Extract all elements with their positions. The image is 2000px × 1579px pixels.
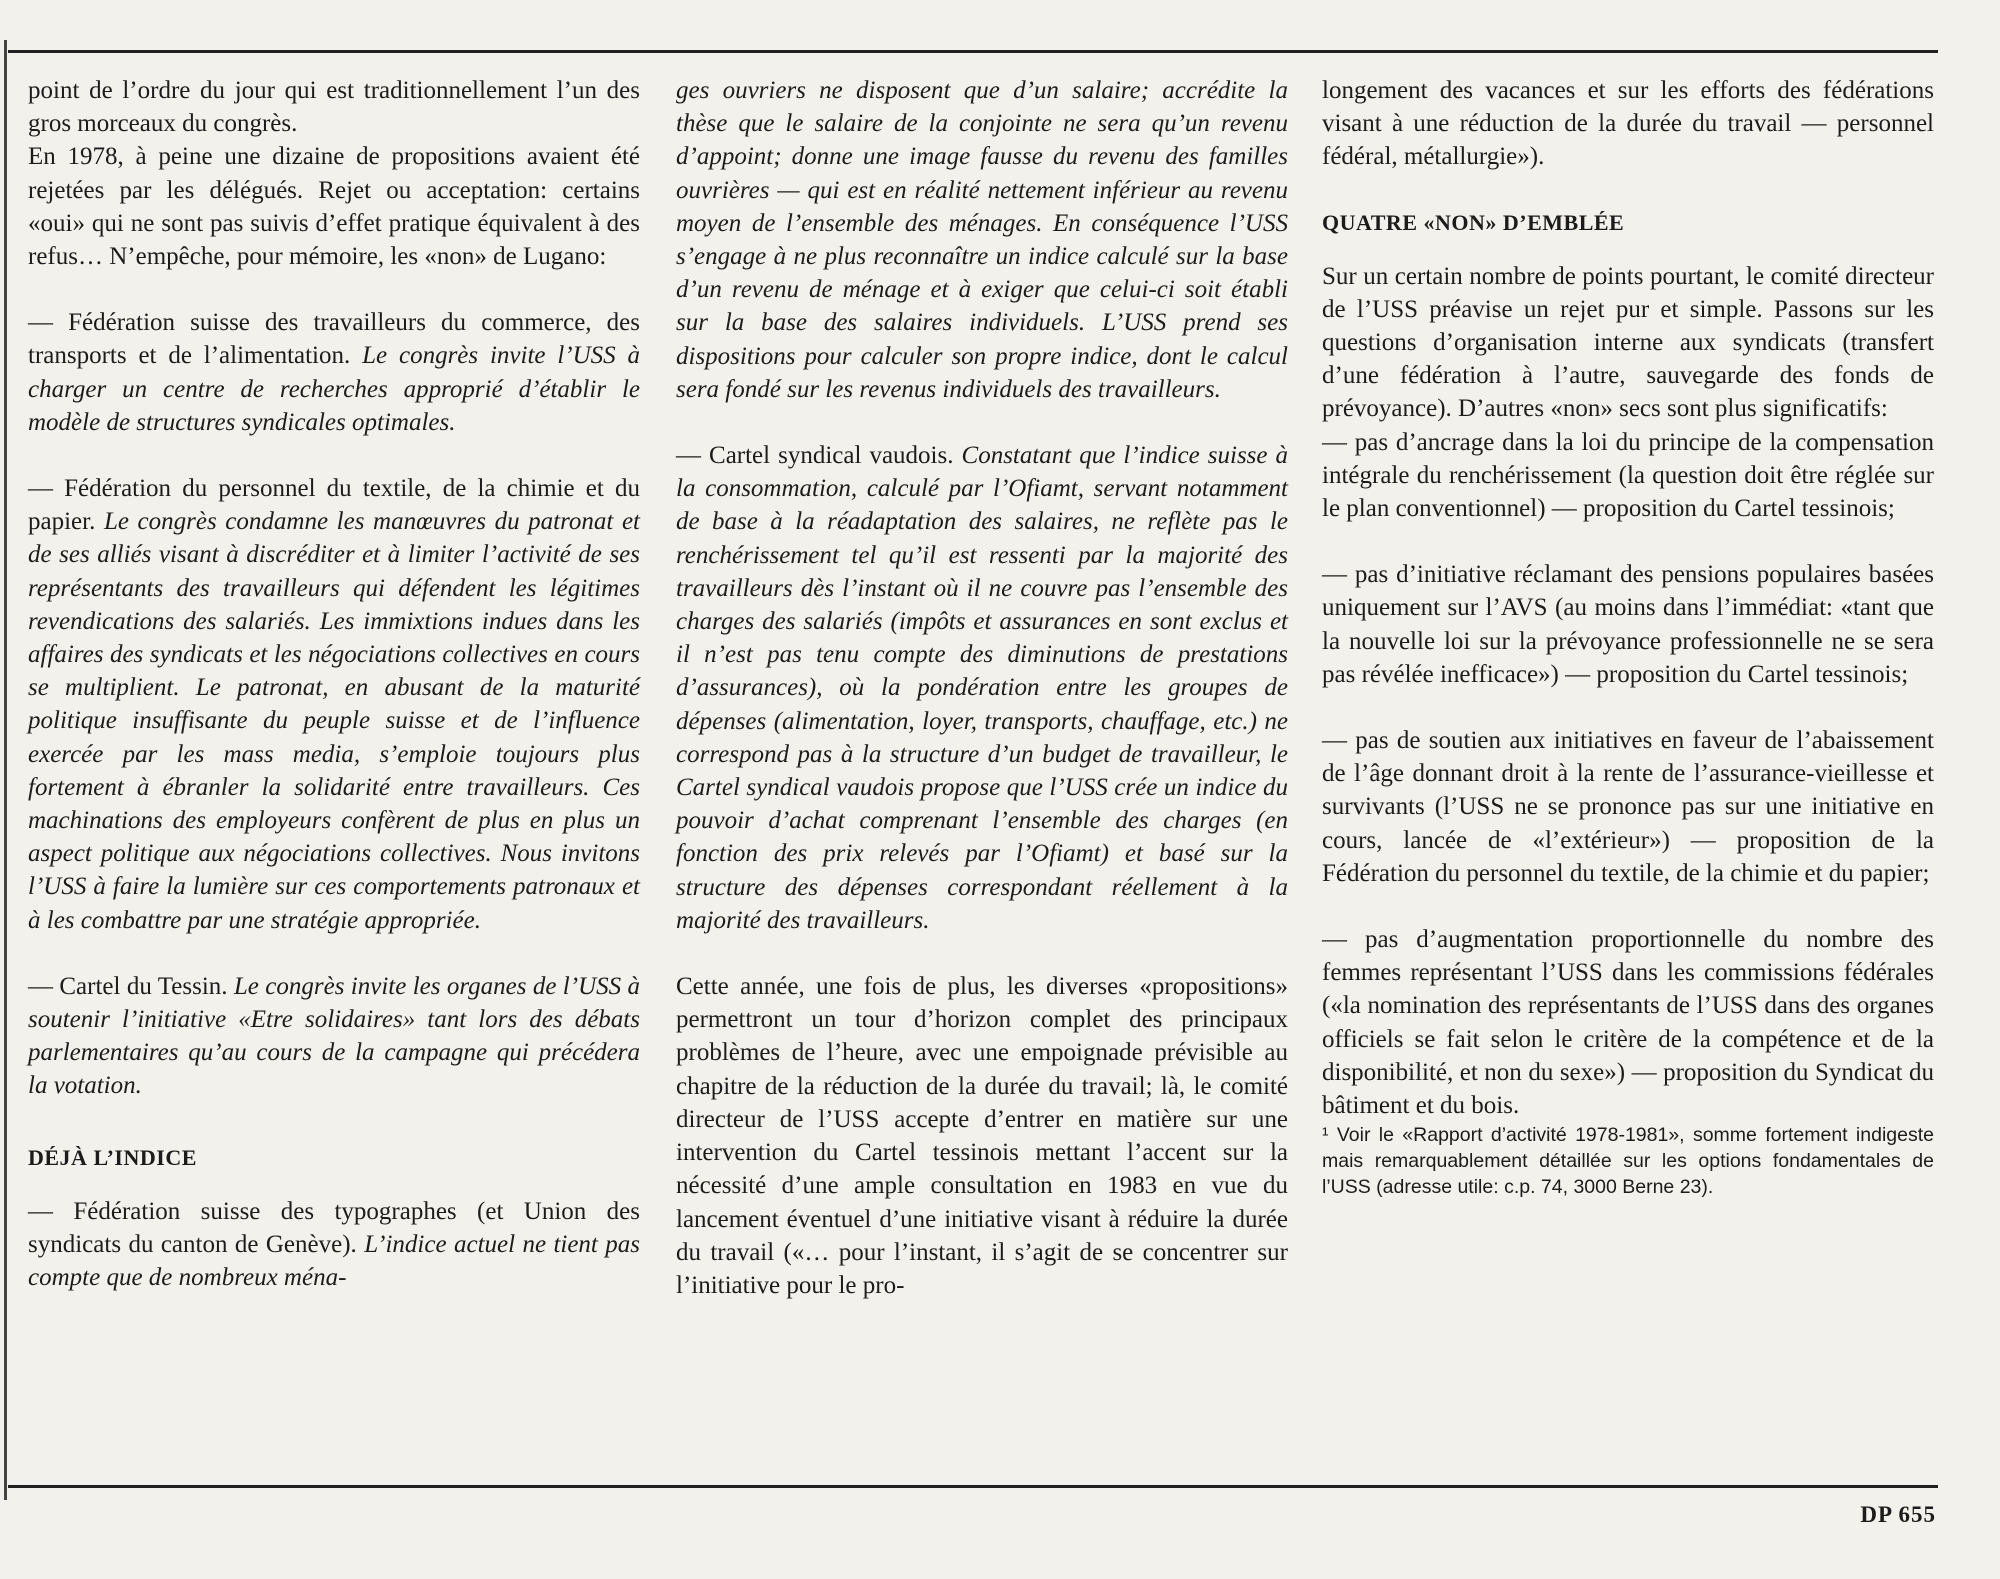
column-1 (28, 74, 640, 1294)
left-edge-rule (4, 40, 7, 1500)
proposal-text: ges ouvriers ne disposent que d’un salaire; accrédite la thèse que le salaire de la conjointe ne sera qu’un revenu d’appoint; donne une image fausse du revenu des familles ouvrières — qui est en réalité nettement inférieur au revenu moyen de l’ensemble des ménages. En conséquence l’USS s’engage à ne plus reconnaître un indice calculé sur la base d’un revenu de ménage et à exiger que celui-ci soit établi sur la base des salaires individuels. L’USS prend ses dispositions pour calculer son propre indice, dont le calcul sera fondé sur les revenus individuels des travailleurs. (676, 77, 1288, 403)
top-rule (8, 50, 1938, 53)
proposal-paragraph (676, 74, 1288, 406)
paragraph: — pas d’augmentation proportionnelle du nombre des femmes représentant l’USS dans les commissions fédérales («la nomination des représentants de l’USS dans des organes officiels se fait selon le critère de la compétence et de la disponibilité, et non du sexe») — proposition du Syndicat du bâtiment et du bois. (1322, 926, 1934, 1120)
proposal-paragraph (28, 970, 640, 1103)
proposal-text: L’indice actuel ne tient pas compte que de nombreux ména- (28, 1230, 640, 1292)
section-heading: DÉJÀ L’INDICE (28, 1144, 197, 1170)
paragraph: Sur un certain nombre de points pourtant, le comité directeur de l’USS préavise un rejet pur et simple. Passons sur les questions d’organisation interne aux syndicats (transfert d’une fédération à l’autre, sauvegarde des fonds de prévoyance). D’autres «non» secs sont plus significatifs: (1322, 262, 1934, 423)
column-2 (676, 74, 1288, 1302)
section-heading: QUATRE «NON» D’EMBLÉE (1322, 209, 1625, 235)
proposer: — Fédération du personnel du textile, de la chimie et du papier. (28, 475, 640, 536)
paragraph: En 1978, à peine une dizaine de propositions avaient été rejetées par les délégués. Rejet ou acceptation: certains «oui» qui ne sont pas suivis d’effet pratique équivalent à des refus… N’empêche, pour mémoire, les «non» de Lugano: (28, 143, 640, 271)
paragraph: — pas de soutien aux initiatives en faveur de l’abaissement de l’âge donnant droit à la rente de l’assurance-vieillesse et survivants (l’USS ne se prononce pas sur une initiative en cours, lancée de «l’extérieur») — proposition de la Fédération du personnel du textile, de la chimie et du papier; (1322, 727, 1934, 887)
paragraph: longement des vacances et sur les efforts des fédérations visant à une réduction de la durée du travail — personnel fédéral, métallurgie»). (1322, 77, 1934, 171)
paragraph: point de l’ordre du jour qui est traditionnellement l’un des gros morceaux du congrès. (28, 77, 640, 138)
column-3 (1322, 74, 1934, 1200)
page-folio: DP 655 (1860, 1502, 1936, 1527)
bottom-rule (8, 1485, 1938, 1488)
proposer: — Fédération suisse des typographes (et Union des syndicats du canton de Genève). (28, 1197, 640, 1258)
proposal-paragraph (676, 439, 1288, 937)
paragraph: Cette année, une fois de plus, les diverses «propositions» permettront un tour d’horizon complet des principaux problèmes de l’heure, avec une empoignade prévisible au chapitre de la réduction de la durée du travail; là, le comité directeur de l’USS accepte d’entrer en matière sur une intervention du Cartel tessinois mettant l’accent sur la nécessité d’une ample consultation en 1983 en vue du lancement éventuel d’une initiative visant à réduire la durée du travail («… pour l’instant, il s’agit de se concentrer sur l’initiative pour le pro- (676, 973, 1288, 1299)
proposal-text: Le congrès invite l’USS à charger un centre de recherches approprié d’établir le modèle de structures syndicales optimales. (28, 342, 641, 436)
paragraph: — pas d’ancrage dans la loi du principe de la compensation intégrale du renchérissement (la question doit être réglée sur le plan conventionnel) — proposition du Cartel tessinois; (1322, 428, 1934, 523)
proposer: — Cartel du Tessin. (28, 972, 228, 1000)
proposal-paragraph (28, 472, 640, 937)
proposal-paragraph (28, 306, 640, 439)
proposal-text: Le congrès invite les organes de l’USS à soutenir l’initiative «Etre solidaires» tant lors des débats parlementaires qu’au cours de la campagne qui précédera la votation. (28, 972, 641, 1100)
proposal-text: Constatant que l’indice suisse à la consommation, calculé par l’Ofiamt, servant notamment de base à la réadaptation des salaires, ne reflète pas le renchérissement tel qu’il est ressenti par la majorité des travailleurs dès l’instant où il ne couvre pas l’ensemble des charges des salariés (impôts et assurances en sont exclus et il n’est pas tenu compte des diminutions de prestations d’assurances), où la pondération entre les groupes de dépenses (alimentation, loyer, transports, chauffage, etc.) ne correspond pas à la structure d’un budget de travailleur, le Cartel syndical vaudois propose que l’USS crée un indice du pouvoir d’achat comprenant l’ensemble des charges (en fonction des prix relevés par l’Ofiamt) et basé sur la structure des dépenses correspondant réellement à la majorité des travailleurs. (676, 442, 1289, 934)
proposer: — Cartel syndical vaudois. (676, 442, 954, 470)
proposer: — Fédération suisse des travailleurs du commerce, des transports et de l’alimentation. (28, 309, 640, 370)
paragraph: — pas d’initiative réclamant des pensions populaires basées uniquement sur l’AVS (au moins dans l’immédiat: «tant que la nouvelle loi sur la prévoyance professionnelle ne se sera pas révélée inefficace») — proposition du Cartel tessinois; (1322, 561, 1934, 688)
proposal-paragraph (28, 1195, 640, 1295)
proposal-text: Le congrès condamne les manœuvres du patronat et de ses alliés visant à discréditer et à limiter l’activité de ses représentants des travailleurs qui défendent les légitimes revendications des salariés. Les immixtions indues dans les affaires des syndicats et les négociations collectives en cours se multiplient. Le patronat, en abusant de la maturité politique insuffisante du peuple suisse et de l’influence exercée par les mass media, s’emploie toujours plus fortement à ébranler la solidarité entre travailleurs. Ces machinations des employeurs confèrent de plus en plus un aspect politique aux négociations collectives. Nous invitons l’USS à faire la lumière sur ces comportements patronaux et à les combattre par une stratégie appropriée. (28, 508, 641, 934)
footnote: ¹ Voir le «Rapport d’activité 1978-1981», somme fortement indigeste mais remarquablement détaillée sur les options fondamentales de l’USS (adresse utile: c.p. 74, 3000 Berne 23). (1322, 1124, 1934, 1199)
